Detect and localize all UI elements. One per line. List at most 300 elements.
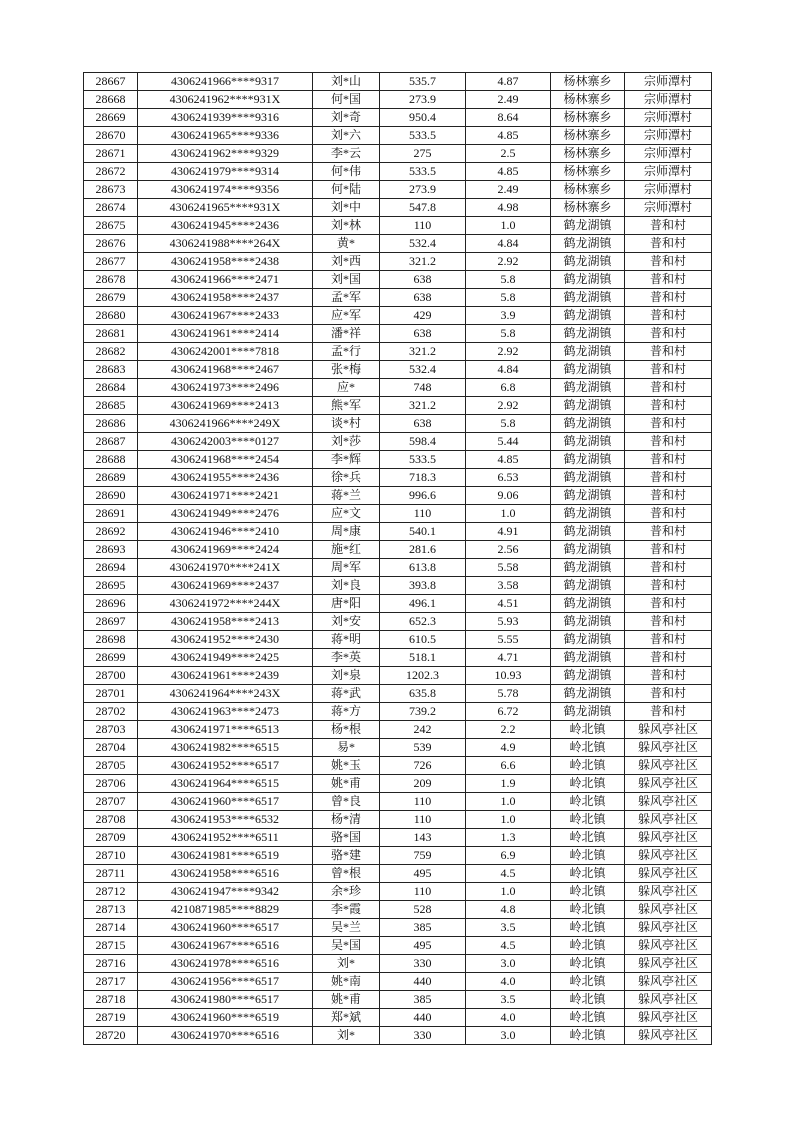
cell-id-number: 4306241982****6515 — [138, 739, 313, 757]
cell-seq: 28701 — [84, 685, 138, 703]
cell-name: 姚*玉 — [313, 757, 380, 775]
cell-value: 330 — [380, 955, 466, 973]
table-row — [84, 469, 712, 487]
cell-value: 110 — [380, 217, 466, 235]
table-row — [84, 379, 712, 397]
table-row — [84, 937, 712, 955]
table-row — [84, 451, 712, 469]
cell-town: 鹤龙湖镇 — [551, 451, 625, 469]
table-row — [84, 415, 712, 433]
cell-value: 385 — [380, 991, 466, 1009]
cell-seq: 28671 — [84, 145, 138, 163]
records-table — [83, 72, 712, 1045]
cell-seq: 28705 — [84, 757, 138, 775]
cell-seq: 28681 — [84, 325, 138, 343]
cell-id-number: 4306241968****2454 — [138, 451, 313, 469]
table-row — [84, 955, 712, 973]
cell-village: 躲风亭社区 — [625, 865, 712, 883]
cell-value2: 5.8 — [466, 415, 551, 433]
cell-id-number: 4306241964****6515 — [138, 775, 313, 793]
cell-value: 273.9 — [380, 91, 466, 109]
cell-seq: 28718 — [84, 991, 138, 1009]
cell-name: 刘*山 — [313, 73, 380, 91]
cell-id-number: 4306241945****2436 — [138, 217, 313, 235]
cell-value2: 5.55 — [466, 631, 551, 649]
table-row — [84, 559, 712, 577]
cell-id-number: 4306241969****2437 — [138, 577, 313, 595]
table-row — [84, 289, 712, 307]
cell-village: 躲风亭社区 — [625, 1009, 712, 1027]
cell-seq: 28670 — [84, 127, 138, 145]
cell-village: 宗师潭村 — [625, 181, 712, 199]
cell-town: 岭北镇 — [551, 1027, 625, 1045]
cell-id-number: 4306241952****2430 — [138, 631, 313, 649]
cell-value2: 4.0 — [466, 1009, 551, 1027]
table-row — [84, 991, 712, 1009]
cell-id-number: 4306241956****6517 — [138, 973, 313, 991]
cell-seq: 28693 — [84, 541, 138, 559]
cell-town: 鹤龙湖镇 — [551, 703, 625, 721]
cell-town: 杨林寨乡 — [551, 127, 625, 145]
cell-name: 郑*斌 — [313, 1009, 380, 1027]
cell-value: 429 — [380, 307, 466, 325]
cell-id-number: 4306241955****2436 — [138, 469, 313, 487]
cell-value2: 1.0 — [466, 811, 551, 829]
cell-id-number: 4306241958****6516 — [138, 865, 313, 883]
cell-value: 209 — [380, 775, 466, 793]
table-row — [84, 721, 712, 739]
cell-value: 518.1 — [380, 649, 466, 667]
cell-town: 鹤龙湖镇 — [551, 523, 625, 541]
cell-name: 孟*行 — [313, 343, 380, 361]
cell-value2: 4.5 — [466, 865, 551, 883]
cell-value: 996.6 — [380, 487, 466, 505]
cell-name: 刘*林 — [313, 217, 380, 235]
cell-name: 刘* — [313, 955, 380, 973]
cell-value: 635.8 — [380, 685, 466, 703]
cell-value2: 2.92 — [466, 397, 551, 415]
cell-id-number: 4306241981****6519 — [138, 847, 313, 865]
cell-name: 周*康 — [313, 523, 380, 541]
cell-value2: 5.8 — [466, 271, 551, 289]
cell-id-number: 4306241979****9314 — [138, 163, 313, 181]
cell-town: 岭北镇 — [551, 883, 625, 901]
cell-id-number: 4306241939****9316 — [138, 109, 313, 127]
cell-town: 鹤龙湖镇 — [551, 469, 625, 487]
cell-value: 598.4 — [380, 433, 466, 451]
cell-village: 躲风亭社区 — [625, 811, 712, 829]
cell-id-number: 4306241978****6516 — [138, 955, 313, 973]
cell-village: 宗师潭村 — [625, 199, 712, 217]
cell-village: 普和村 — [625, 667, 712, 685]
cell-town: 岭北镇 — [551, 793, 625, 811]
cell-seq: 28714 — [84, 919, 138, 937]
cell-value2: 2.92 — [466, 253, 551, 271]
cell-town: 岭北镇 — [551, 811, 625, 829]
cell-id-number: 4306241988****264X — [138, 235, 313, 253]
table-row — [84, 703, 712, 721]
table-row — [84, 649, 712, 667]
cell-village: 普和村 — [625, 397, 712, 415]
cell-town: 杨林寨乡 — [551, 163, 625, 181]
cell-seq: 28684 — [84, 379, 138, 397]
cell-village: 躲风亭社区 — [625, 757, 712, 775]
cell-value: 638 — [380, 271, 466, 289]
cell-town: 鹤龙湖镇 — [551, 325, 625, 343]
cell-id-number: 4306241965****9336 — [138, 127, 313, 145]
cell-id-number: 4306241964****243X — [138, 685, 313, 703]
cell-value2: 5.44 — [466, 433, 551, 451]
cell-id-number: 4306242001****7818 — [138, 343, 313, 361]
cell-value2: 4.71 — [466, 649, 551, 667]
cell-name: 吴*国 — [313, 937, 380, 955]
cell-value2: 3.58 — [466, 577, 551, 595]
cell-seq: 28673 — [84, 181, 138, 199]
cell-village: 普和村 — [625, 613, 712, 631]
cell-town: 杨林寨乡 — [551, 109, 625, 127]
cell-id-number: 4306241960****6517 — [138, 793, 313, 811]
cell-value: 321.2 — [380, 343, 466, 361]
cell-value: 496.1 — [380, 595, 466, 613]
table-row — [84, 109, 712, 127]
cell-seq: 28677 — [84, 253, 138, 271]
cell-village: 普和村 — [625, 325, 712, 343]
cell-value: 440 — [380, 973, 466, 991]
cell-name: 熊*军 — [313, 397, 380, 415]
cell-id-number: 4306241947****9342 — [138, 883, 313, 901]
cell-id-number: 4306241960****6517 — [138, 919, 313, 937]
cell-village: 普和村 — [625, 217, 712, 235]
cell-seq: 28691 — [84, 505, 138, 523]
table-row — [84, 829, 712, 847]
table-row — [84, 523, 712, 541]
cell-value: 547.8 — [380, 199, 466, 217]
cell-value2: 1.0 — [466, 793, 551, 811]
cell-name: 刘*莎 — [313, 433, 380, 451]
cell-town: 鹤龙湖镇 — [551, 577, 625, 595]
cell-id-number: 4306241949****2425 — [138, 649, 313, 667]
cell-value2: 6.8 — [466, 379, 551, 397]
cell-value2: 3.5 — [466, 919, 551, 937]
cell-name: 刘*西 — [313, 253, 380, 271]
cell-seq: 28696 — [84, 595, 138, 613]
cell-village: 躲风亭社区 — [625, 847, 712, 865]
table-row — [84, 307, 712, 325]
cell-id-number: 4306241960****6519 — [138, 1009, 313, 1027]
cell-name: 姚*南 — [313, 973, 380, 991]
cell-village: 宗师潭村 — [625, 163, 712, 181]
cell-village: 普和村 — [625, 559, 712, 577]
cell-value: 393.8 — [380, 577, 466, 595]
cell-village: 普和村 — [625, 631, 712, 649]
cell-village: 躲风亭社区 — [625, 739, 712, 757]
cell-value: 535.7 — [380, 73, 466, 91]
cell-value2: 6.9 — [466, 847, 551, 865]
cell-value2: 6.6 — [466, 757, 551, 775]
cell-town: 岭北镇 — [551, 847, 625, 865]
cell-name: 刘*安 — [313, 613, 380, 631]
cell-seq: 28694 — [84, 559, 138, 577]
cell-village: 躲风亭社区 — [625, 829, 712, 847]
cell-value2: 4.84 — [466, 361, 551, 379]
cell-value2: 3.0 — [466, 955, 551, 973]
table-row — [84, 253, 712, 271]
cell-value2: 6.72 — [466, 703, 551, 721]
cell-seq: 28711 — [84, 865, 138, 883]
cell-id-number: 4306241972****244X — [138, 595, 313, 613]
cell-seq: 28679 — [84, 289, 138, 307]
cell-value: 759 — [380, 847, 466, 865]
table-row — [84, 685, 712, 703]
cell-value: 528 — [380, 901, 466, 919]
cell-name: 刘* — [313, 1027, 380, 1045]
cell-village: 普和村 — [625, 361, 712, 379]
cell-value2: 4.91 — [466, 523, 551, 541]
cell-village: 普和村 — [625, 343, 712, 361]
cell-seq: 28716 — [84, 955, 138, 973]
cell-town: 鹤龙湖镇 — [551, 397, 625, 415]
table-row — [84, 793, 712, 811]
cell-town: 鹤龙湖镇 — [551, 685, 625, 703]
cell-value: 748 — [380, 379, 466, 397]
cell-seq: 28707 — [84, 793, 138, 811]
cell-seq: 28690 — [84, 487, 138, 505]
cell-seq: 28720 — [84, 1027, 138, 1045]
table-row — [84, 919, 712, 937]
cell-village: 普和村 — [625, 703, 712, 721]
cell-town: 鹤龙湖镇 — [551, 343, 625, 361]
cell-seq: 28672 — [84, 163, 138, 181]
cell-value2: 1.0 — [466, 505, 551, 523]
table-row — [84, 757, 712, 775]
cell-seq: 28717 — [84, 973, 138, 991]
cell-village: 躲风亭社区 — [625, 775, 712, 793]
cell-id-number: 4306241970****6516 — [138, 1027, 313, 1045]
cell-value2: 5.93 — [466, 613, 551, 631]
cell-value: 638 — [380, 415, 466, 433]
cell-town: 杨林寨乡 — [551, 91, 625, 109]
cell-id-number: 4306241962****931X — [138, 91, 313, 109]
cell-value2: 5.58 — [466, 559, 551, 577]
cell-seq: 28715 — [84, 937, 138, 955]
cell-value: 440 — [380, 1009, 466, 1027]
cell-id-number: 4306241946****2410 — [138, 523, 313, 541]
cell-village: 普和村 — [625, 685, 712, 703]
cell-town: 鹤龙湖镇 — [551, 415, 625, 433]
cell-value2: 4.5 — [466, 937, 551, 955]
cell-value2: 1.3 — [466, 829, 551, 847]
cell-value2: 2.49 — [466, 181, 551, 199]
cell-town: 岭北镇 — [551, 865, 625, 883]
table-row — [84, 505, 712, 523]
cell-value2: 1.0 — [466, 883, 551, 901]
cell-name: 孟*军 — [313, 289, 380, 307]
cell-name: 李*霞 — [313, 901, 380, 919]
cell-value: 143 — [380, 829, 466, 847]
cell-seq: 28680 — [84, 307, 138, 325]
table-row — [84, 901, 712, 919]
cell-seq: 28702 — [84, 703, 138, 721]
cell-id-number: 4306241958****2413 — [138, 613, 313, 631]
table-row — [84, 127, 712, 145]
cell-village: 普和村 — [625, 289, 712, 307]
cell-value: 652.3 — [380, 613, 466, 631]
cell-id-number: 4306241969****2424 — [138, 541, 313, 559]
cell-id-number: 4306241971****2421 — [138, 487, 313, 505]
cell-value: 495 — [380, 937, 466, 955]
table-row — [84, 631, 712, 649]
cell-name: 蒋*方 — [313, 703, 380, 721]
cell-value: 718.3 — [380, 469, 466, 487]
cell-town: 鹤龙湖镇 — [551, 487, 625, 505]
cell-id-number: 4306241952****6517 — [138, 757, 313, 775]
cell-seq: 28667 — [84, 73, 138, 91]
cell-village: 宗师潭村 — [625, 127, 712, 145]
cell-name: 曾*良 — [313, 793, 380, 811]
table-row — [84, 667, 712, 685]
table-body — [84, 73, 712, 1045]
cell-name: 刘*良 — [313, 577, 380, 595]
cell-value: 532.4 — [380, 235, 466, 253]
cell-value: 495 — [380, 865, 466, 883]
cell-town: 鹤龙湖镇 — [551, 505, 625, 523]
cell-value: 533.5 — [380, 451, 466, 469]
cell-name: 蒋*兰 — [313, 487, 380, 505]
cell-town: 岭北镇 — [551, 757, 625, 775]
cell-village: 躲风亭社区 — [625, 973, 712, 991]
cell-seq: 28695 — [84, 577, 138, 595]
cell-value: 110 — [380, 505, 466, 523]
cell-name: 潘*祥 — [313, 325, 380, 343]
cell-village: 宗师潭村 — [625, 109, 712, 127]
cell-town: 鹤龙湖镇 — [551, 541, 625, 559]
cell-value2: 2.92 — [466, 343, 551, 361]
cell-value: 330 — [380, 1027, 466, 1045]
cell-name: 应*文 — [313, 505, 380, 523]
cell-town: 杨林寨乡 — [551, 145, 625, 163]
cell-value2: 2.5 — [466, 145, 551, 163]
cell-name: 周*军 — [313, 559, 380, 577]
cell-value: 1202.3 — [380, 667, 466, 685]
cell-town: 杨林寨乡 — [551, 73, 625, 91]
cell-id-number: 4306241966****9317 — [138, 73, 313, 91]
cell-value2: 4.84 — [466, 235, 551, 253]
table-row — [84, 235, 712, 253]
cell-seq: 28703 — [84, 721, 138, 739]
cell-value2: 4.85 — [466, 127, 551, 145]
cell-village: 宗师潭村 — [625, 145, 712, 163]
table-row — [84, 487, 712, 505]
cell-seq: 28675 — [84, 217, 138, 235]
cell-id-number: 4306242003****0127 — [138, 433, 313, 451]
cell-seq: 28699 — [84, 649, 138, 667]
cell-town: 鹤龙湖镇 — [551, 307, 625, 325]
cell-id-number: 4306241958****2437 — [138, 289, 313, 307]
cell-town: 鹤龙湖镇 — [551, 649, 625, 667]
cell-value: 533.5 — [380, 163, 466, 181]
cell-name: 易* — [313, 739, 380, 757]
cell-village: 躲风亭社区 — [625, 793, 712, 811]
cell-id-number: 4306241958****2438 — [138, 253, 313, 271]
cell-value2: 4.8 — [466, 901, 551, 919]
cell-town: 鹤龙湖镇 — [551, 631, 625, 649]
cell-village: 宗师潭村 — [625, 73, 712, 91]
cell-town: 鹤龙湖镇 — [551, 271, 625, 289]
cell-seq: 28676 — [84, 235, 138, 253]
cell-village: 普和村 — [625, 577, 712, 595]
cell-village: 普和村 — [625, 451, 712, 469]
cell-name: 应*军 — [313, 307, 380, 325]
cell-village: 躲风亭社区 — [625, 883, 712, 901]
cell-id-number: 4306241962****9329 — [138, 145, 313, 163]
cell-value: 638 — [380, 289, 466, 307]
cell-id-number: 4210871985****8829 — [138, 901, 313, 919]
cell-value: 532.4 — [380, 361, 466, 379]
cell-town: 岭北镇 — [551, 901, 625, 919]
cell-seq: 28700 — [84, 667, 138, 685]
cell-village: 躲风亭社区 — [625, 1027, 712, 1045]
cell-name: 徐*兵 — [313, 469, 380, 487]
cell-value: 610.5 — [380, 631, 466, 649]
table-row — [84, 325, 712, 343]
cell-town: 鹤龙湖镇 — [551, 235, 625, 253]
table-row — [84, 433, 712, 451]
cell-name: 何*伟 — [313, 163, 380, 181]
cell-town: 鹤龙湖镇 — [551, 559, 625, 577]
cell-id-number: 4306241949****2476 — [138, 505, 313, 523]
cell-seq: 28719 — [84, 1009, 138, 1027]
cell-value: 110 — [380, 793, 466, 811]
cell-id-number: 4306241966****2471 — [138, 271, 313, 289]
cell-seq: 28686 — [84, 415, 138, 433]
cell-value: 385 — [380, 919, 466, 937]
table-row — [84, 397, 712, 415]
cell-town: 鹤龙湖镇 — [551, 379, 625, 397]
cell-town: 鹤龙湖镇 — [551, 253, 625, 271]
cell-town: 鹤龙湖镇 — [551, 361, 625, 379]
cell-town: 鹤龙湖镇 — [551, 289, 625, 307]
cell-value: 539 — [380, 739, 466, 757]
cell-value: 950.4 — [380, 109, 466, 127]
cell-name: 何*陆 — [313, 181, 380, 199]
cell-value2: 4.9 — [466, 739, 551, 757]
cell-village: 普和村 — [625, 271, 712, 289]
cell-village: 普和村 — [625, 595, 712, 613]
cell-village: 躲风亭社区 — [625, 901, 712, 919]
table-row — [84, 343, 712, 361]
cell-name: 谈*村 — [313, 415, 380, 433]
cell-value2: 2.56 — [466, 541, 551, 559]
cell-id-number: 4306241973****2496 — [138, 379, 313, 397]
table-row — [84, 613, 712, 631]
cell-town: 岭北镇 — [551, 739, 625, 757]
cell-village: 躲风亭社区 — [625, 937, 712, 955]
table-row — [84, 811, 712, 829]
cell-name: 刘*中 — [313, 199, 380, 217]
cell-village: 普和村 — [625, 541, 712, 559]
table-row — [84, 541, 712, 559]
cell-name: 施*红 — [313, 541, 380, 559]
cell-seq: 28698 — [84, 631, 138, 649]
cell-id-number: 4306241961****2439 — [138, 667, 313, 685]
cell-town: 鹤龙湖镇 — [551, 595, 625, 613]
cell-value2: 5.8 — [466, 289, 551, 307]
cell-seq: 28682 — [84, 343, 138, 361]
cell-id-number: 4306241952****6511 — [138, 829, 313, 847]
cell-village: 普和村 — [625, 487, 712, 505]
cell-value2: 10.93 — [466, 667, 551, 685]
cell-seq: 28713 — [84, 901, 138, 919]
